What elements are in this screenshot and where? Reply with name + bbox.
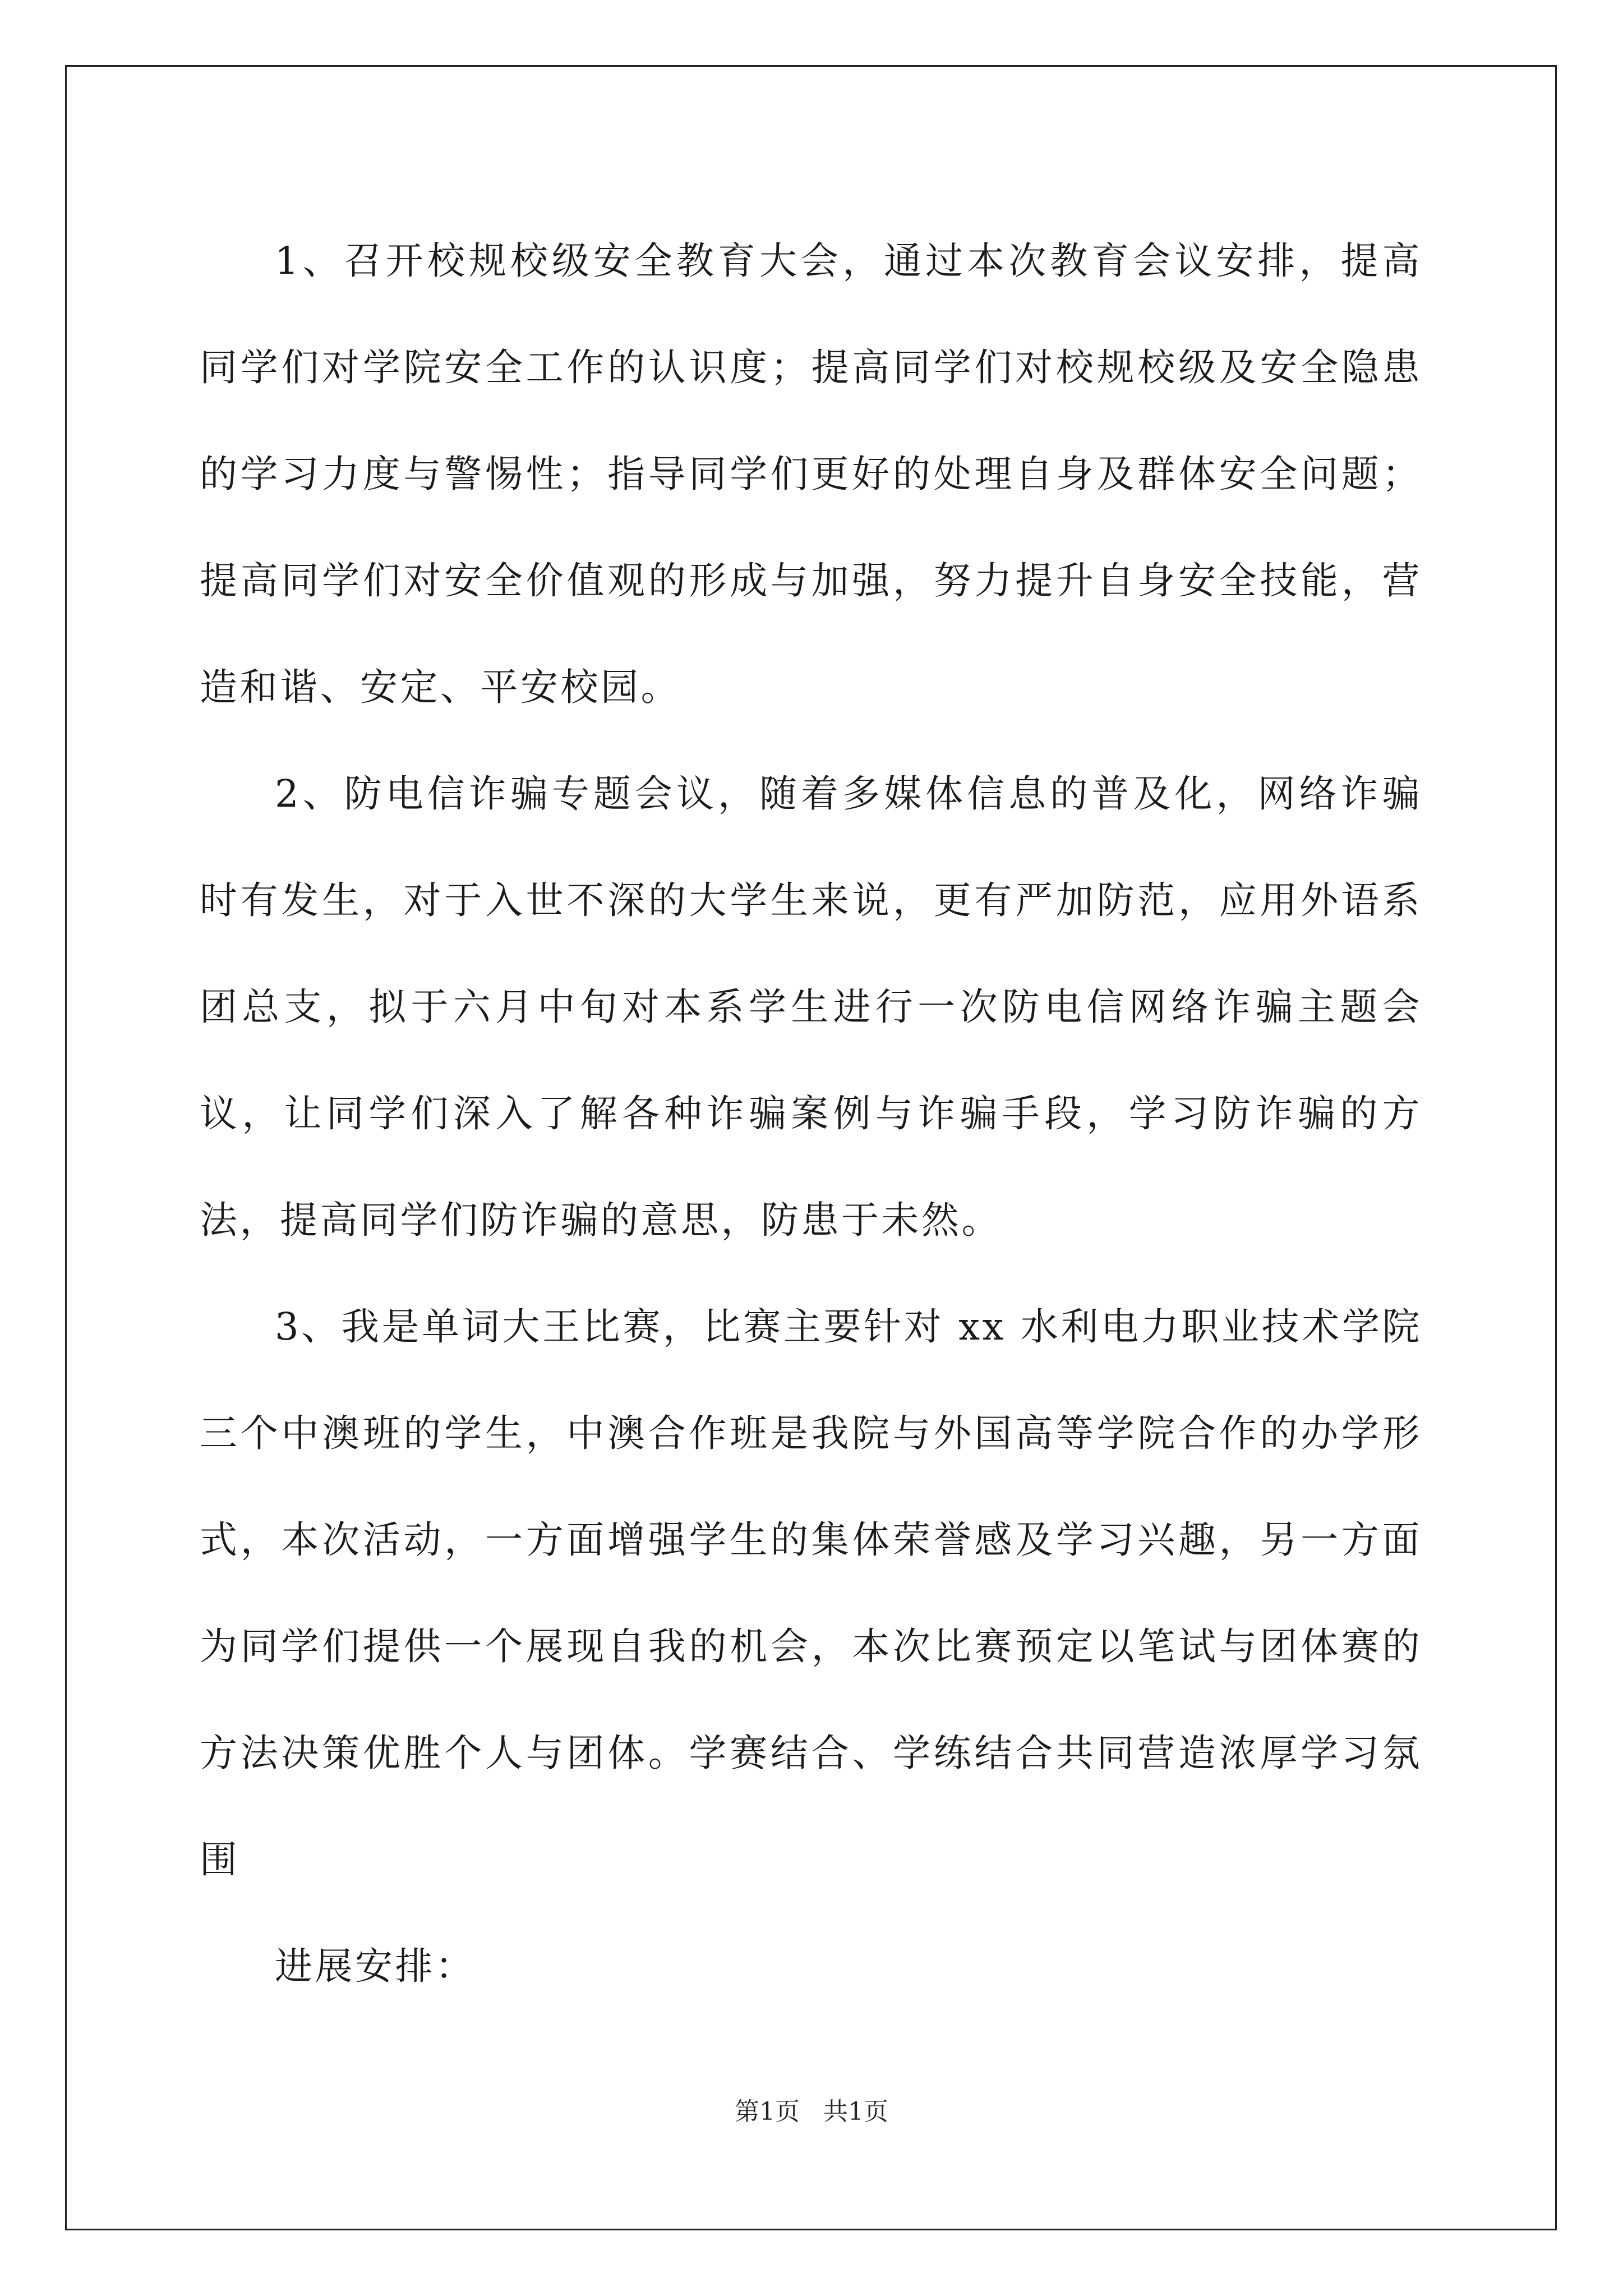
page-footer <box>0 2095 1623 2129</box>
paragraph-1: 1、召开校规校级安全教育大会，通过本次教育会议安排，提高同学们对学院安全工作的认识度；提高同学们对校规校级及安全隐患的学习力度与警惕性；指导同学们更好的处理自身及群体安全问题；提高同学们对安全价值观的形成与加强，努力提升自身安全技能，营造和谐、安定、平安校园。 <box>200 239 1422 709</box>
paragraph-3: 3、我是单词大王比赛，比赛主要针对 xx 水利电力职业技术学院三个中澳班的学生，中澳合作班是我院与外国高等学院合作的办学形式，本次活动，一方面增强学生的集体荣誉感及学习兴趣，另一方面为同学们提供一个展现自我的机会，本次比赛预定以笔试与团体赛的方法决策优胜个人与团体。学赛结合、学练结合共同营造浓厚学习氛围 <box>200 1305 1422 1881</box>
paragraph-4: 进展安排： <box>275 1944 476 1988</box>
page-number: 第1页 共1页 <box>735 2097 888 2126</box>
paragraph-2: 2、防电信诈骗专题会议，随着多媒体信息的普及化，网络诈骗时有发生，对于入世不深的大学生来说，更有严加防范，应用外语系团总支，拟于六月中旬对本系学生进行一次防电信网络诈骗主题会议，让同学们深入了解各种诈骗案例与诈骗手段，学习防诈骗的方法，提高同学们防诈骗的意思，防患于未然。 <box>200 772 1422 1242</box>
document-body <box>200 208 1422 2019</box>
